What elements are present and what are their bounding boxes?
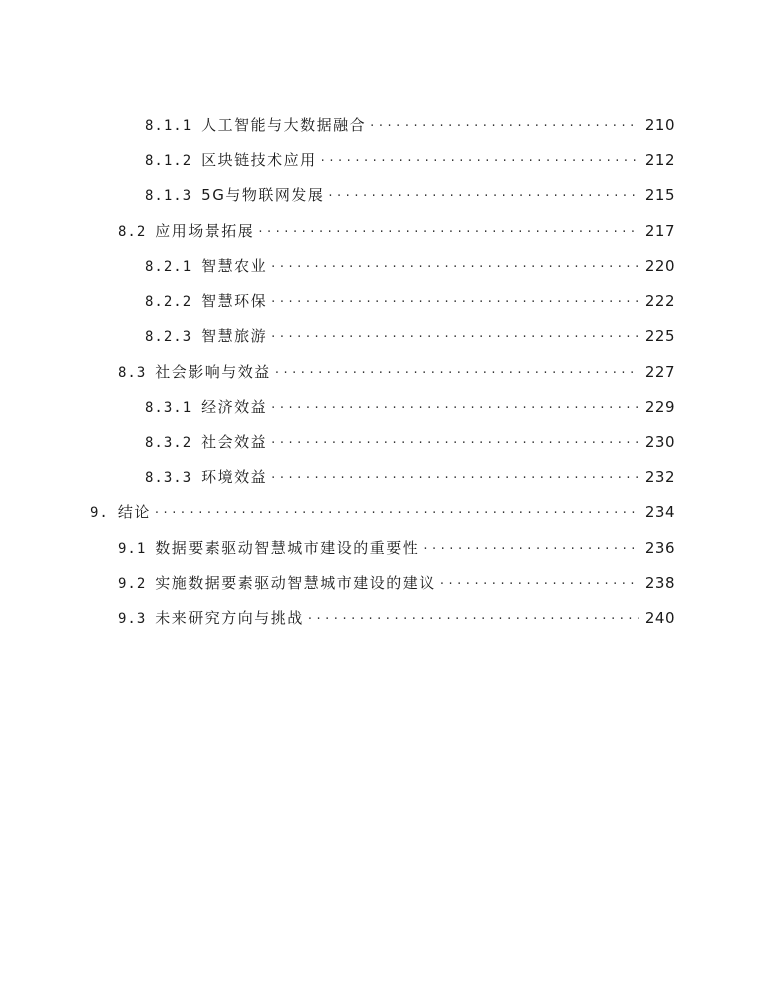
toc-entry-page: 229 xyxy=(644,398,675,416)
dot-leader xyxy=(271,323,639,341)
toc-entry-number: 8.2.2 xyxy=(145,294,193,310)
toc-entry-title: 未来研究方向与挑战 xyxy=(155,609,304,627)
toc-entry-page: 210 xyxy=(644,116,675,134)
toc-entry-title: 5G与物联网发展 xyxy=(201,186,325,204)
dot-leader xyxy=(258,218,639,236)
toc-entry-number: 8.3.2 xyxy=(145,435,193,451)
toc-entry-title: 智慧环保 xyxy=(201,292,268,310)
dot-leader xyxy=(271,253,639,271)
toc-entry[interactable] xyxy=(145,112,675,136)
toc-entry-number: 9.1 xyxy=(118,541,147,557)
toc-entry[interactable] xyxy=(118,535,675,559)
toc-entry[interactable] xyxy=(118,570,675,594)
toc-entry[interactable] xyxy=(145,182,675,206)
toc-entry[interactable] xyxy=(145,464,675,488)
toc-entry-page: 232 xyxy=(644,468,675,486)
dot-leader xyxy=(155,499,639,517)
toc-entry-page: 240 xyxy=(644,609,675,627)
toc-entry-title: 智慧旅游 xyxy=(201,327,268,345)
toc-entry-number: 8.1.2 xyxy=(145,153,193,169)
toc-entry-number: 8.3.1 xyxy=(145,400,193,416)
toc-entry-title: 应用场景拓展 xyxy=(155,222,255,240)
toc-entry-title: 数据要素驱动智慧城市建设的重要性 xyxy=(155,539,420,557)
toc-entry-page: 227 xyxy=(644,363,675,381)
toc-entry-page: 236 xyxy=(644,539,675,557)
toc-entry[interactable] xyxy=(118,218,675,242)
dot-leader xyxy=(271,429,639,447)
toc-entry-title: 实施数据要素驱动智慧城市建设的建议 xyxy=(155,574,436,592)
toc-entry[interactable] xyxy=(145,429,675,453)
toc-entry-number: 8.3.3 xyxy=(145,470,193,486)
toc-entry[interactable] xyxy=(90,499,675,523)
toc-entry[interactable] xyxy=(145,147,675,171)
toc-entry-title: 智慧农业 xyxy=(201,257,268,275)
dot-leader xyxy=(328,182,639,200)
toc-entry-page: 230 xyxy=(644,433,675,451)
toc-entry-number: 8.2 xyxy=(118,224,147,240)
toc-entry[interactable] xyxy=(118,605,675,629)
dot-leader xyxy=(370,112,639,130)
toc-entry-number: 8.1.1 xyxy=(145,118,193,134)
toc-entry-number: 9.2 xyxy=(118,576,147,592)
toc-entry-title: 环境效益 xyxy=(201,468,268,486)
toc-entry[interactable] xyxy=(145,394,675,418)
toc-entry-title: 社会效益 xyxy=(201,433,268,451)
dot-leader xyxy=(440,570,639,588)
toc-entry-page: 238 xyxy=(644,574,675,592)
dot-leader xyxy=(308,605,639,623)
toc-entry-title: 社会影响与效益 xyxy=(155,363,271,381)
toc-entry-page: 234 xyxy=(644,503,675,521)
toc-entry-page: 220 xyxy=(644,257,675,275)
toc-entry-number: 8.2.3 xyxy=(145,329,193,345)
toc-entry-page: 212 xyxy=(644,151,675,169)
dot-leader xyxy=(275,359,639,377)
toc-entry[interactable] xyxy=(118,359,675,383)
toc-entry-page: 217 xyxy=(644,222,675,240)
dot-leader xyxy=(423,535,639,553)
dot-leader xyxy=(321,147,639,165)
toc-entry[interactable] xyxy=(145,323,675,347)
dot-leader xyxy=(271,464,639,482)
toc-entry-title: 区块链技术应用 xyxy=(201,151,317,169)
toc-entry-number: 8.1.3 xyxy=(145,188,193,204)
toc-entry[interactable] xyxy=(145,288,675,312)
toc-entry-page: 215 xyxy=(644,186,675,204)
toc-entry-number: 8.2.1 xyxy=(145,259,193,275)
toc-entry-number: 9.3 xyxy=(118,611,147,627)
dot-leader xyxy=(271,288,639,306)
toc-entry[interactable] xyxy=(145,253,675,277)
toc-entry-title: 结论 xyxy=(117,503,151,521)
dot-leader xyxy=(271,394,639,412)
toc-entry-title: 人工智能与大数据融合 xyxy=(201,116,367,134)
toc-entry-title: 经济效益 xyxy=(201,398,268,416)
toc-entry-number: 9. xyxy=(90,505,109,521)
toc-entry-page: 222 xyxy=(644,292,675,310)
toc-entry-number: 8.3 xyxy=(118,365,147,381)
toc-entry-page: 225 xyxy=(644,327,675,345)
